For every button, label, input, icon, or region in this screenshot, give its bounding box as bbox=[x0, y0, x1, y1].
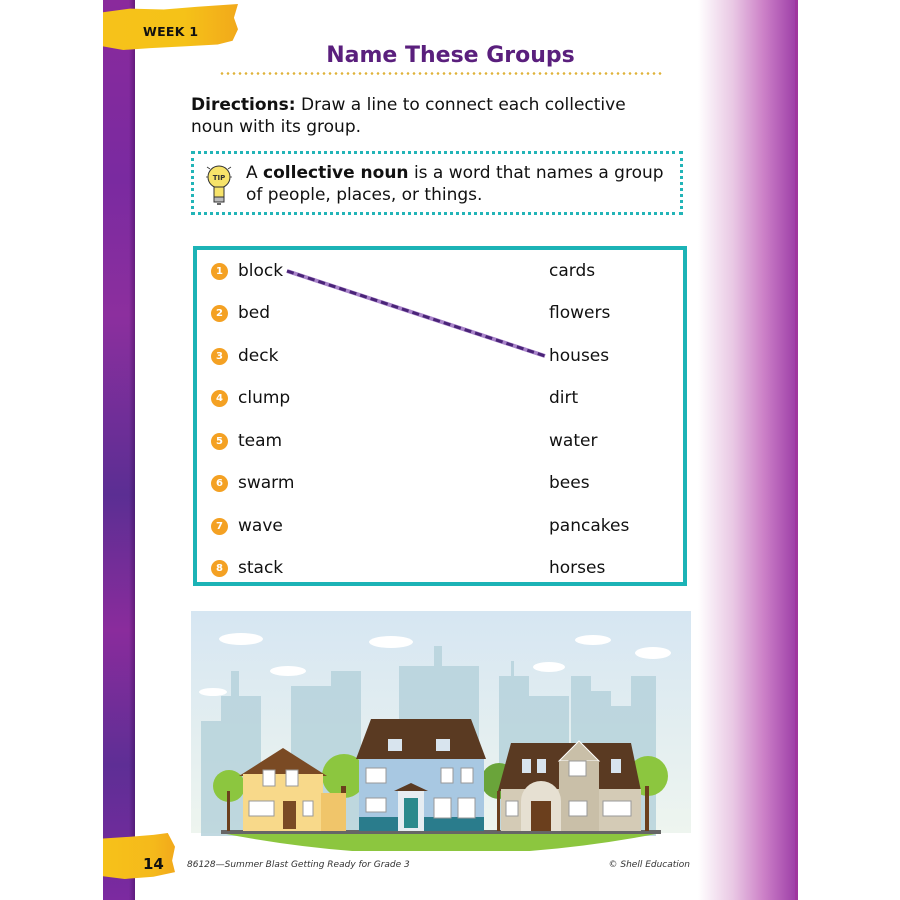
number-badge: 8 bbox=[211, 560, 228, 577]
left-word: swarm bbox=[238, 473, 295, 493]
left-word: deck bbox=[238, 346, 279, 366]
tip-suffix: is a word that names a group of people, places, or things. bbox=[246, 163, 664, 205]
right-item-3[interactable]: houses bbox=[549, 346, 610, 366]
number-badge: 3 bbox=[211, 348, 228, 365]
left-decorative-strip bbox=[103, 0, 135, 900]
left-item-5[interactable] bbox=[211, 428, 282, 454]
left-word: stack bbox=[238, 558, 284, 578]
week-label: WEEK 1 bbox=[143, 24, 199, 39]
number-badge: 1 bbox=[211, 263, 228, 280]
right-item-1[interactable]: cards bbox=[549, 261, 596, 281]
directions-label: Directions: bbox=[191, 95, 296, 115]
left-item-4[interactable] bbox=[211, 385, 290, 411]
left-item-1[interactable] bbox=[211, 258, 283, 284]
matching-exercise-box bbox=[193, 246, 687, 586]
left-word: bed bbox=[238, 303, 271, 323]
copyright-footer: © Shell Education bbox=[608, 860, 690, 870]
svg-text:TIP: TIP bbox=[212, 174, 226, 182]
right-item-6[interactable]: bees bbox=[549, 473, 590, 493]
directions-text: Draw a line to connect each collective noun with its group. bbox=[191, 95, 626, 137]
number-badge: 2 bbox=[211, 305, 228, 322]
title-dotted-underline bbox=[219, 72, 664, 75]
left-item-7[interactable] bbox=[211, 513, 283, 539]
tip-box bbox=[191, 151, 683, 215]
tip-text bbox=[246, 162, 676, 206]
left-word: wave bbox=[238, 516, 283, 536]
left-word: block bbox=[238, 261, 284, 281]
left-item-8[interactable] bbox=[211, 555, 283, 581]
example-connecting-line bbox=[197, 250, 691, 590]
left-word: clump bbox=[238, 388, 291, 408]
left-word: team bbox=[238, 431, 283, 451]
tip-bold-term: collective noun bbox=[263, 163, 409, 183]
right-item-7[interactable]: pancakes bbox=[549, 516, 630, 536]
right-item-2[interactable]: flowers bbox=[549, 303, 611, 323]
number-badge: 7 bbox=[211, 518, 228, 535]
right-item-8[interactable]: horses bbox=[549, 558, 606, 578]
right-decorative-gradient bbox=[698, 0, 798, 900]
right-item-4[interactable]: dirt bbox=[549, 388, 579, 408]
page-number-tab bbox=[103, 833, 175, 879]
gray-house bbox=[498, 741, 641, 831]
lightbulb-tip-icon bbox=[206, 164, 232, 206]
right-item-5[interactable]: water bbox=[549, 431, 598, 451]
book-title-footer: 86128—Summer Blast Getting Ready for Grade 3 bbox=[187, 860, 410, 870]
left-item-3[interactable] bbox=[211, 343, 278, 369]
number-badge: 5 bbox=[211, 433, 228, 450]
blue-house bbox=[356, 719, 486, 831]
houses-illustration bbox=[191, 611, 691, 851]
directions bbox=[191, 94, 671, 138]
page-number: 14 bbox=[143, 855, 164, 873]
number-badge: 4 bbox=[211, 390, 228, 407]
number-badge: 6 bbox=[211, 475, 228, 492]
tip-prefix: A bbox=[246, 163, 264, 183]
page-title: Name These Groups bbox=[326, 43, 575, 68]
right-page-edge bbox=[795, 0, 798, 900]
left-item-6[interactable] bbox=[211, 470, 294, 496]
left-item-2[interactable] bbox=[211, 300, 270, 326]
workbook-page bbox=[103, 0, 798, 900]
